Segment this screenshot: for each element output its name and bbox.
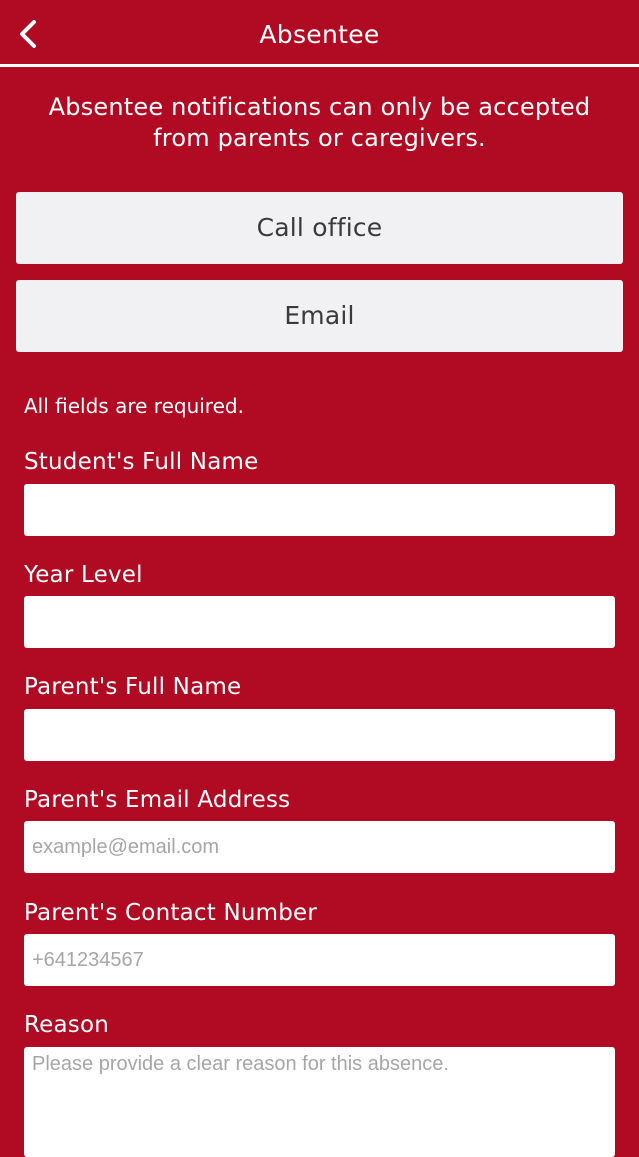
parent-name-label: Parent's Full Name	[24, 674, 242, 700]
reason-textarea[interactable]	[24, 1047, 615, 1157]
call-office-button[interactable]: Call office	[16, 192, 623, 264]
header-divider	[0, 64, 639, 67]
required-note: All fields are required.	[24, 394, 244, 418]
parent-email-input[interactable]	[24, 821, 615, 873]
year-level-input[interactable]	[24, 596, 615, 648]
parent-phone-input[interactable]	[24, 934, 615, 986]
parent-phone-label: Parent's Contact Number	[24, 900, 318, 926]
page-title: Absentee	[259, 20, 380, 49]
year-level-label: Year Level	[24, 562, 143, 588]
email-button[interactable]: Email	[16, 280, 623, 352]
parent-email-label: Parent's Email Address	[24, 787, 291, 813]
student-name-input[interactable]	[24, 484, 615, 536]
student-name-label: Student's Full Name	[24, 449, 259, 475]
nav-header	[0, 0, 639, 66]
intro-text: Absentee notifications can only be accepted from parents or caregivers.	[48, 93, 591, 152]
parent-name-input[interactable]	[24, 709, 615, 761]
reason-label: Reason	[24, 1012, 110, 1038]
